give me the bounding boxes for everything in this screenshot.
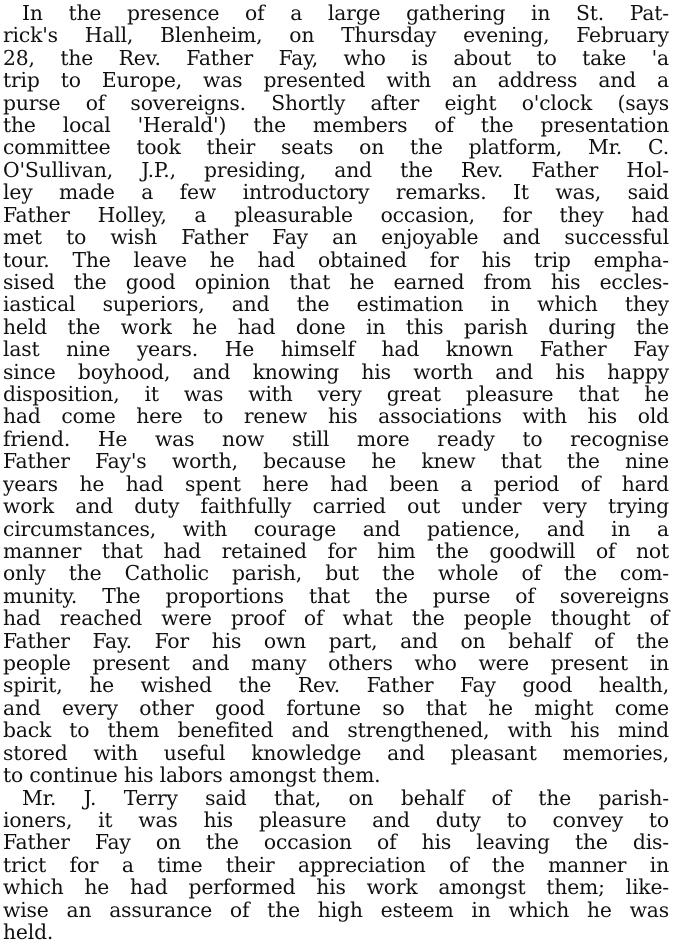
- text-line: had come here to renew his associations with his old: [3, 404, 669, 429]
- text-line: held the work he had done in this parish during the: [3, 314, 669, 339]
- text-line: people present and many others who were present in: [3, 651, 669, 676]
- text-line: to continue his labors amongst them.: [3, 763, 381, 788]
- text-line: 28, the Rev. Father Fay, who is about to take 'a: [3, 45, 669, 70]
- text-line: Father Fay on the occasion of his leaving the dis-: [3, 830, 669, 855]
- text-line: ioners, it was his pleasure and duty to convey to: [3, 807, 669, 832]
- text-line: purse of sovereigns. Shortly after eight o'clock (says: [3, 90, 669, 115]
- text-line: In the presence of a large gathering in St. Pat-: [22, 1, 669, 25]
- text-line: had reached were proof of what the people thought of: [3, 606, 669, 631]
- text-line: sised the good opinion that he earned from his eccles-: [3, 269, 669, 294]
- text-line: the local 'Herald') the members of the presentation: [3, 113, 669, 138]
- text-line: tour. The leave he had obtained for his trip empha-: [3, 247, 669, 272]
- text-line: Father Fay's worth, because he knew that the nine: [3, 449, 669, 474]
- text-line: circumstances, with courage and patience, and in a: [3, 516, 669, 541]
- text-line: manner that had retained for him the goodwill of not: [3, 538, 669, 563]
- text-line: work and duty faithfully carried out under very trying: [3, 494, 669, 519]
- text-line: which he had performed his work amongst them; like-: [3, 875, 669, 900]
- text-line: spirit, he wished the Rev. Father Fay good health,: [3, 673, 669, 698]
- text-line: stored with useful knowledge and pleasant memories,: [3, 740, 669, 765]
- text-line: ley made a few introductory remarks. It was, said: [3, 180, 669, 205]
- text-line: held.: [3, 920, 54, 944]
- text-line: and every other good fortune so that he might come: [3, 695, 669, 720]
- text-line: back to them benefited and strengthened, with his mind: [3, 718, 669, 743]
- text-line: years he had spent here had been a period of hard: [3, 471, 669, 496]
- text-line: trip to Europe, was presented with an address and a: [3, 68, 669, 93]
- text-line: since boyhood, and knowing his worth and his happy: [3, 359, 669, 384]
- text-line: Father Holley, a pleasurable occasion, for they had: [3, 202, 669, 227]
- text-line: committee took their seats on the platform, Mr. C.: [3, 135, 669, 160]
- text-line: wise an assurance of the high esteem in which he was: [3, 897, 669, 922]
- text-line: only the Catholic parish, but the whole of the com-: [3, 561, 669, 586]
- text-line: O'Sullivan, J.P., presiding, and the Rev. Father Hol-: [3, 157, 669, 182]
- text-line: Father Fay. For his own part, and on behalf of the: [3, 628, 669, 653]
- text-line: munity. The proportions that the purse of sovereigns: [3, 583, 669, 608]
- text-line: Mr. J. Terry said that, on behalf of the parish-: [22, 785, 669, 810]
- text-line: iastical superiors, and the estimation in which they: [3, 292, 669, 317]
- text-line: last nine years. He himself had known Father Fay: [3, 337, 669, 362]
- text-line: friend. He was now still more ready to recognise: [3, 426, 669, 451]
- text-line: trict for a time their appreciation of the manner in: [3, 852, 669, 877]
- text-line: met to wish Father Fay an enjoyable and successful: [3, 225, 669, 250]
- text-line: disposition, it was with very great pleasure that he: [3, 382, 669, 407]
- text-line: rick's Hall, Blenheim, on Thursday evening, February: [3, 23, 669, 48]
